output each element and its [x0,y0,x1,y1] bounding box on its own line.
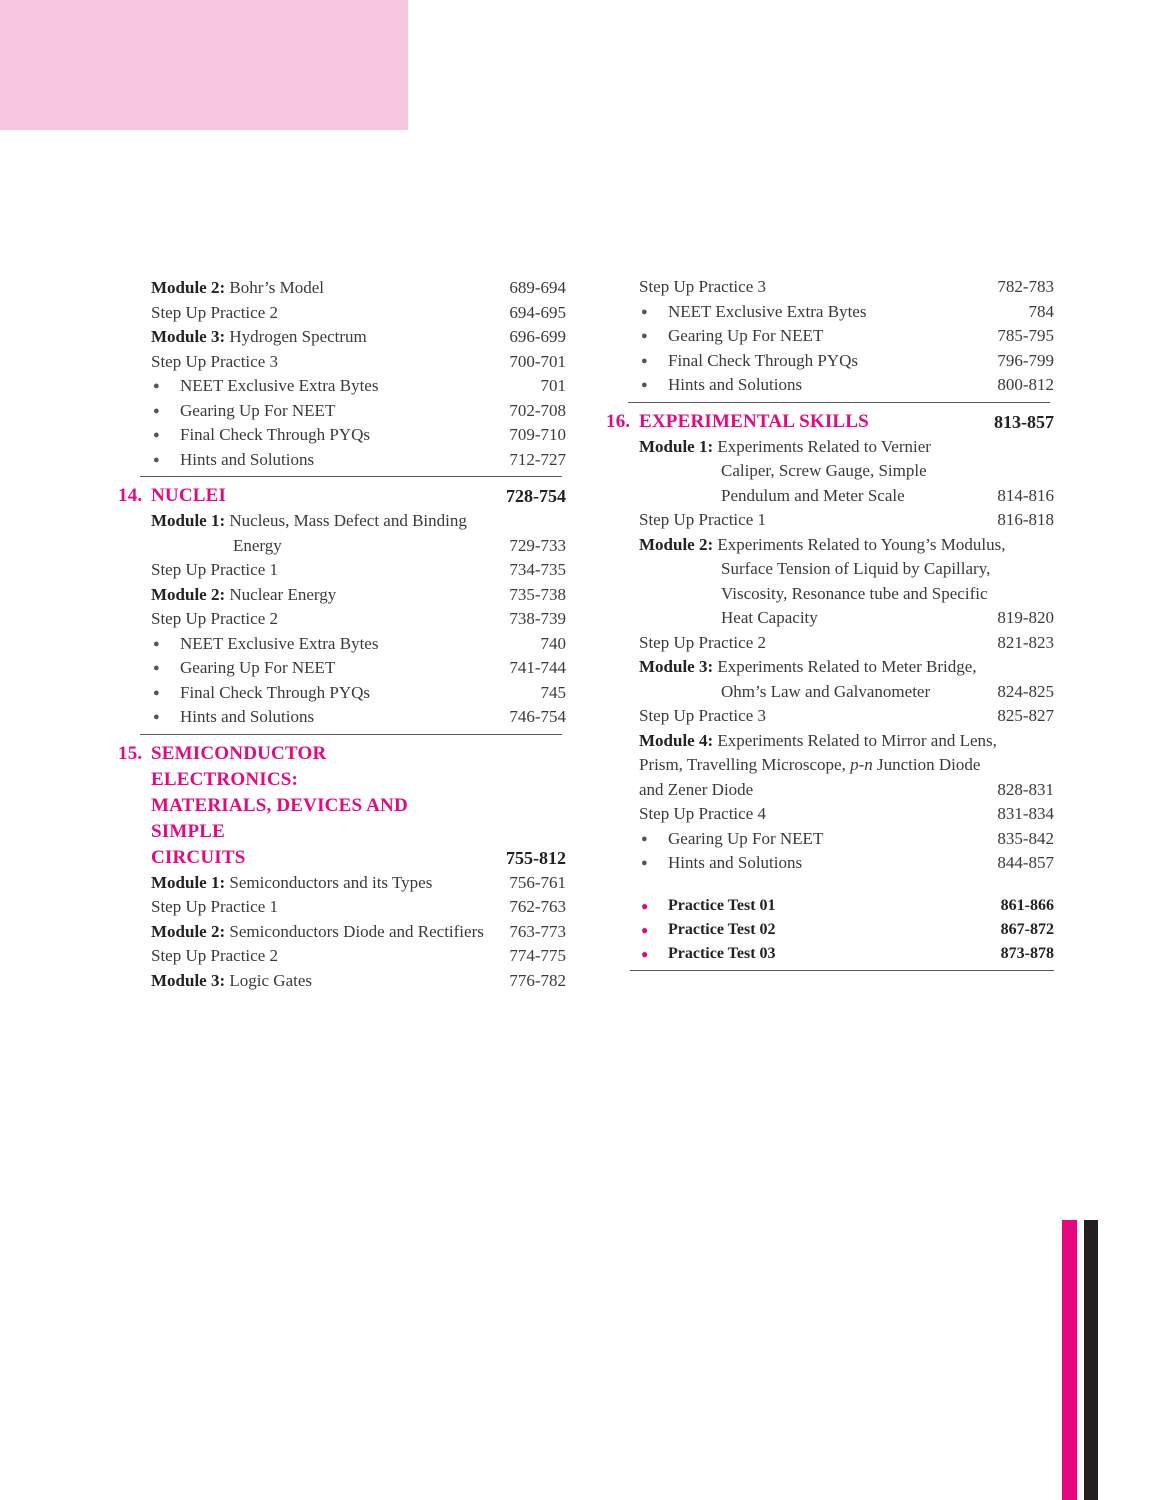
toc-row: Module 1: Nucleus, Mass Defect and Binding [151,511,467,530]
page-range: 694-695 [509,302,566,322]
toc-row: Step Up Practice 3 782-783 [639,277,1054,296]
bullet-icon: ● [153,662,160,674]
bullet-icon: ● [153,404,160,417]
toc-row: Module 4: Experiments Related to Mirror and Lens, [639,730,997,750]
toc-bullet-row: ● Gearing Up For NEET 702-708 [118,399,566,424]
toc-row: Module 1: Experiments Related to Vernier [639,436,931,456]
bullet-icon: ● [641,379,648,391]
toc-row: Step Up Practice 2 774-775 [151,946,566,965]
edge-bar-pink [1062,1220,1077,1500]
toc-row: Pendulum and Meter Scale 814-816 [721,485,1054,505]
toc-row: Energy 729-733 [233,535,566,555]
toc-row: Module 1: Semiconductors and its Types 756-761 [151,872,566,892]
bullet-icon: ● [153,453,160,466]
bullet-icon: ● [641,330,648,342]
bullet-icon: ● [641,354,648,367]
bullet-icon: ● [641,857,648,869]
divider [140,476,562,477]
bullet-icon: ● [641,922,649,937]
toc-bullet-row: ● Final Check Through PYQs 745 [118,681,566,706]
bullet-icon: ● [153,380,160,392]
toc-row: Step Up Practice 4 831-834 [639,804,1054,823]
toc-row: Step Up Practice 3 700-701 [118,350,566,375]
header-pink-block [0,0,408,130]
page-range: 696-699 [509,327,566,346]
toc-bullet-row: ● Hints and Solutions 800-812 [606,373,1054,398]
toc-bullet-row: ● NEET Exclusive Extra Bytes 701 [118,374,566,399]
toc-right-column [606,275,1054,971]
bullet-icon: ● [641,832,648,845]
chapter-heading-15: 15. SEMICONDUCTOR ELECTRONICS: MATERIALS, DEVICES AND SIMPLE CIRCUITS 755-812 [118,742,566,868]
page-range: 689-694 [509,278,566,297]
toc-row: Step Up Practice 2 738-739 [151,609,566,628]
toc-row: Step Up Practice 3 825-827 [639,706,1054,725]
toc-row: Step Up Practice 2 821-823 [639,632,1054,652]
toc-bullet-row: ● Gearing Up For NEET 835-842 [606,827,1054,852]
toc-bullet-row: ● Final Check Through PYQs 709-710 [118,423,566,448]
chapter-heading-14: 14. NUCLEI 728-754 [118,485,566,506]
toc-row: Module 3: Logic Gates 776-782 [151,970,566,990]
bullet-icon: ● [153,711,160,723]
practice-test-row: ● Practice Test 01 861-866 [606,894,1054,918]
toc-bullet-row: ● Hints and Solutions 712-727 [118,448,566,473]
toc-row: Module 2: Semiconductors Diode and Rectifiers 763-773 [151,921,566,941]
toc-row: Module 3: Experiments Related to Meter Bridge, [639,657,977,676]
toc-row: Module 3: Hydrogen Spectrum 696-699 [118,325,566,350]
toc-bullet-row: ● Hints and Solutions 746-754 [118,705,566,730]
edge-bar-dark [1084,1220,1098,1500]
toc-row: Module 2: Nuclear Energy 735-738 [151,584,566,604]
toc-row: Prism, Travelling Microscope, p-n Junction Diode [639,755,981,774]
divider [140,734,562,735]
toc-left-column [118,276,566,993]
toc-row: Caliper, Screw Gauge, Simple [721,461,927,480]
chapter-heading-16: 16. EXPERIMENTAL SKILLS 813-857 [606,410,1054,432]
bullet-icon: ● [641,305,648,318]
toc-row: Module 2: Bohr’s Model 689-694 [118,276,566,301]
toc-bullet-row: ● Final Check Through PYQs 796-799 [606,349,1054,374]
toc-row: and Zener Diode 828-831 [639,779,1054,799]
toc-row: Step Up Practice 1 762-763 [151,897,566,916]
toc-row: Step Up Practice 2 694-695 [118,301,566,326]
toc-row: Heat Capacity 819-820 [721,608,1054,627]
toc-bullet-row: ● Gearing Up For NEET 785-795 [606,324,1054,349]
toc-bullet-row: ● NEET Exclusive Extra Bytes 740 [118,632,566,657]
bullet-icon: ● [641,946,649,961]
divider [630,970,1054,971]
toc-row: Module 2: Experiments Related to Young’s Modulus, [639,534,1006,554]
toc-row: Surface Tension of Liquid by Capillary, [721,559,991,578]
practice-test-row: ● Practice Test 03 873-878 [606,942,1054,966]
page-range: 700-701 [509,351,566,371]
toc-row: Step Up Practice 1 816-818 [639,510,1054,529]
toc-row: Ohm’s Law and Galvanometer 824-825 [721,681,1054,701]
bullet-icon: ● [153,637,160,650]
bullet-icon: ● [641,898,649,913]
toc-bullet-row: ● Gearing Up For NEET 741-744 [118,656,566,681]
toc-bullet-row: ● NEET Exclusive Extra Bytes 784 [606,300,1054,325]
bullet-icon: ● [153,686,160,699]
toc-row: Step Up Practice 1 734-735 [151,560,566,579]
toc-row: Viscosity, Resonance tube and Specific [721,583,988,603]
divider [628,402,1050,403]
practice-test-row: ● Practice Test 02 867-872 [606,918,1054,942]
bullet-icon: ● [153,429,160,441]
toc-bullet-row: ● Hints and Solutions 844-857 [606,851,1054,876]
